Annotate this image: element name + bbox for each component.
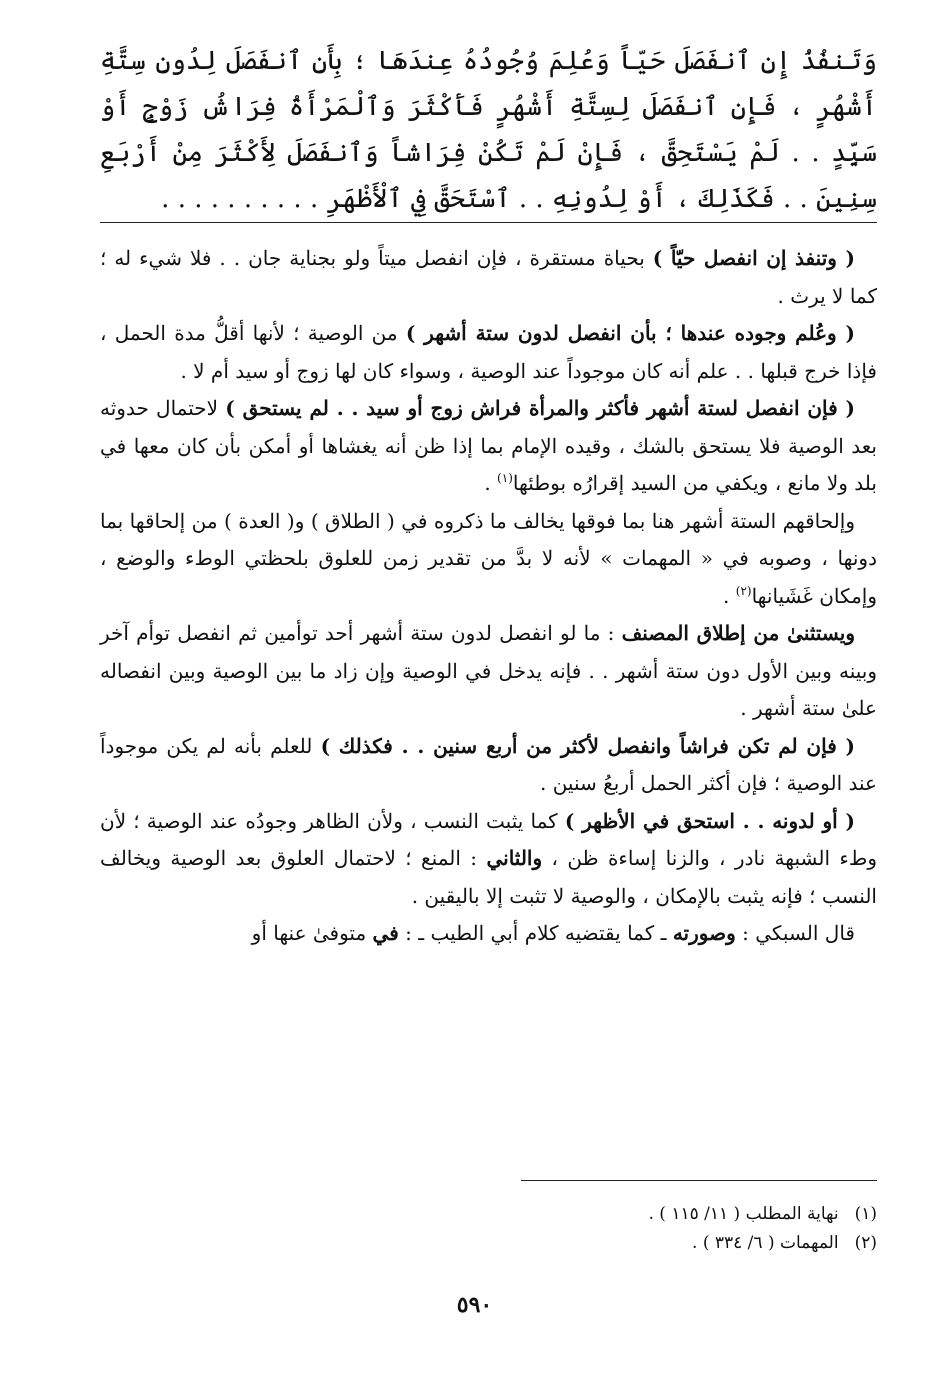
commentary-paragraph-8 <box>100 915 877 953</box>
quoted-matn: ( فإن انفصل لستة أشهر فأكثر والمرأة فراش زوج أو سيد . . لم يستحق ) <box>225 396 856 420</box>
bold-heading: ويستثنىٰ من إطلاق المصنف <box>621 621 855 645</box>
commentary-text: وإلحاقهم الستة أشهر هنا بما فوقها يخالف ما ذكروه في ( الطلاق ) و( العدة ) من إلحاقها بما دونها ، وصوبه في « المهمات » لأنه لا بدَّ من تقدير زمن للعلوق بلحظتي الوطء والوضع ، وإمكان غَشَيانها <box>100 508 877 608</box>
matn-separator-rule <box>100 222 877 223</box>
matn-text: وَتَنفُذُ إِنِ ٱنفَصَلَ حَيّاً وَعُلِمَ وُجُودُهُ عِندَهَا ؛ بِأَنِ ٱنفَصَلَ لِدُونِ سِتَّةِ أَشْهُرٍ ، فَإِنِ ٱنفَصَلَ لِسِتَّةِ أَشْهُرٍ فَأَكْثَرَ وَٱلْمَرْأَةُ فِرَاشُ زَوْجٍ أَوْ سَيِّدٍ . . لَمْ يَسْتَحِقَّ ، فَإِنْ لَمْ تَكُنْ فِرَاشاً وَٱنفَصَلَ لِأَكْثَرَ مِنْ أَرْبَعِ سِنِينَ . . فَكَذَلِكَ ، أَوْ لِدُونِهِ . . ٱسْتَحَقَّ فِي ٱلْأَظْهَرِ . <box>100 46 877 214</box>
commentary-paragraph-5 <box>100 615 877 728</box>
footnote-marker-1[interactable]: (١) <box>497 471 513 485</box>
commentary-block <box>100 240 877 953</box>
footnote-number: (٢) <box>854 1233 877 1253</box>
commentary-paragraph-1 <box>100 240 877 315</box>
commentary-text: : ما لو انفصل لدون ستة أشهر أحد توأمين ثم انفصل توأم آخر وبينه وبين الأول دون ستة أشهر . . فإنه يدخل في الوصية وإن زاد ما بين الوصية وبين انفصاله علىٰ ستة أشهر . <box>100 621 877 720</box>
page-number: ٥٩٠ <box>456 1292 493 1318</box>
quoted-matn: ( وعُلم وجوده عندها ؛ بأن انفصل لدون ستة أشهر ) <box>405 321 855 345</box>
commentary-paragraph-2 <box>100 315 877 390</box>
footnote-marker-2[interactable]: (٢) <box>735 583 752 598</box>
bold-term: والثاني <box>486 846 543 870</box>
commentary-text: متوفىٰ عنها أو <box>251 921 373 945</box>
footnote-2 <box>100 1229 877 1258</box>
footnotes-block <box>100 1200 877 1258</box>
quoted-matn: ( وتنفذ إن انفصل حيّاً ) <box>652 246 855 270</box>
commentary-text: قال السبكي : <box>735 921 855 945</box>
commentary-text: بحياة مستقرة ، فإن انفصل ميتاً ولو بجناية جان . . فلا شيء له ؛ كما لا يرث . <box>100 246 877 308</box>
commentary-paragraph-3 <box>100 390 877 503</box>
commentary-text: ـ كما يقتضيه كلام أبي الطيب ـ : <box>398 921 673 945</box>
quoted-matn: ( أو لدونه . . استحق في الأظهر ) <box>564 808 855 833</box>
bold-term: في <box>372 921 399 945</box>
commentary-text: للعلم بأنه لم يكن موجوداً عند الوصية ؛ فإن أكثر الحمل أربعُ سنين . <box>100 733 877 795</box>
commentary-text: . <box>723 583 736 608</box>
commentary-paragraph-4 <box>100 503 877 616</box>
matn-dots: . . . . . . . . . <box>161 184 302 214</box>
bold-term: وصورته <box>672 921 736 945</box>
commentary-paragraph-6 <box>100 728 877 803</box>
commentary-text: : المنع ؛ لاحتمال العلوق بعد الوصية ويخالف النسب ؛ فإنه يثبت بالإمكان ، والوصية لا تثبت إلا باليقين . <box>100 846 877 908</box>
footnote-separator-rule <box>521 1180 877 1181</box>
commentary-text: كما يثبت النسب ، ولأن الظاهر وجودُه عند الوصية ؛ لأن وطء الشبهة نادر ، والزنا إساءة ظن ، <box>100 808 877 870</box>
footnote-number: (١) <box>854 1204 877 1224</box>
footnote-text: نهاية المطلب ( ١١/ ١١٥ ) . <box>648 1204 839 1224</box>
footnote-1 <box>100 1200 877 1229</box>
commentary-text: من الوصية ؛ لأنها أقلُّ مدة الحمل ، فإذا خرج قبلها . . علم أنه كان موجوداً عند الوصية ، وسواء كان لها زوج أو سيد أم لا . <box>100 321 877 383</box>
footnote-text: المهمات ( ٦/ ٣٣٤ ) . <box>692 1233 839 1253</box>
commentary-text: لاحتمال حدوثه بعد الوصية فلا يستحق بالشك ، وقيده الإمام بما إذا ظن أنه يغشاها أو أمكن بأن كان معها في بلد ولا مانع ، ويكفي من السيد إقرارُه بوطئها <box>100 396 877 495</box>
quoted-matn: ( فإن لم تكن فراشاً وانفصل لأكثر من أربع سنين . . فكذلك ) <box>320 733 855 758</box>
matn-text-block <box>100 38 877 222</box>
commentary-text: . <box>484 471 498 495</box>
commentary-paragraph-7 <box>100 803 877 916</box>
